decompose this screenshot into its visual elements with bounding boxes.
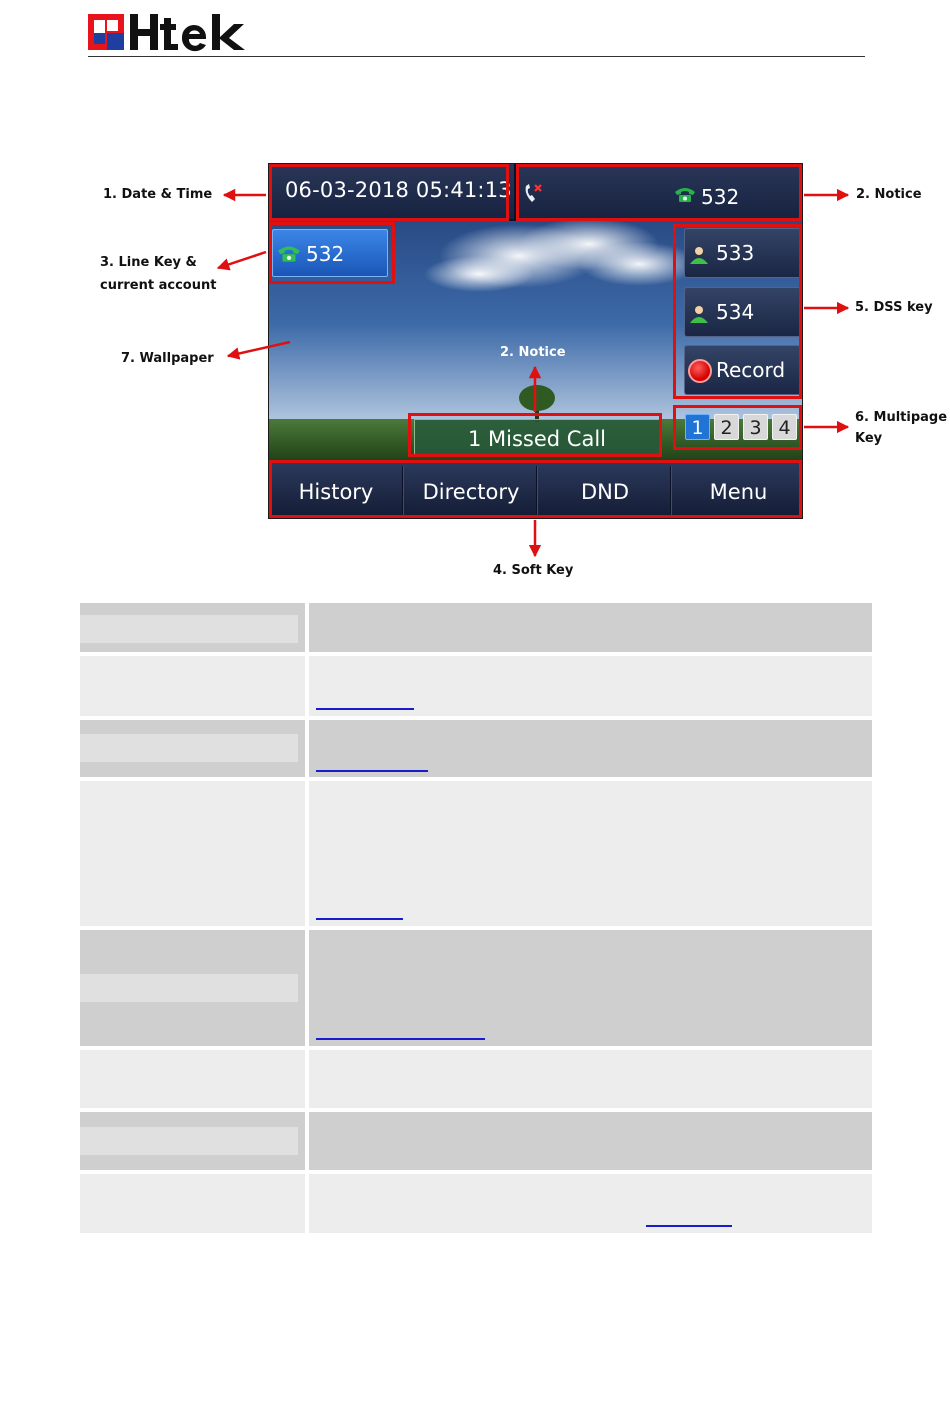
- table-row: [80, 720, 872, 777]
- table-link[interactable]: [316, 1038, 485, 1040]
- table-row: [80, 656, 872, 716]
- line-key-frame: [269, 222, 395, 284]
- header-rule: [88, 56, 865, 57]
- page-key-2[interactable]: 2: [714, 414, 739, 440]
- htek-logo: [88, 12, 258, 54]
- table-cell: [309, 656, 872, 716]
- table-row: [80, 1050, 872, 1108]
- dss-key-label: 533: [716, 241, 755, 265]
- table-cell: [80, 656, 305, 716]
- table-cell: [80, 603, 305, 652]
- label-multipage: 6. Multipage: [855, 410, 948, 425]
- table-cell: [309, 930, 872, 1046]
- status-account: 532: [701, 185, 740, 209]
- softkey-menu[interactable]: Menu: [709, 480, 768, 504]
- table-row: [80, 930, 872, 1046]
- label-line-key: 3. Line Key &: [100, 255, 197, 270]
- table-cell: [309, 1112, 872, 1170]
- table-cell: [309, 1050, 872, 1108]
- table-cell: [80, 1174, 305, 1233]
- table-row: [80, 1174, 872, 1233]
- table-cell: [80, 1112, 305, 1170]
- soft-key-frame: [269, 460, 802, 518]
- softkey-dnd[interactable]: DND: [580, 480, 630, 504]
- table-link[interactable]: [646, 1225, 732, 1227]
- dss-key-label: 534: [716, 300, 755, 324]
- table-cell: [309, 603, 872, 652]
- missed-call-frame: [408, 413, 662, 457]
- table-cell: [309, 720, 872, 777]
- label-date-time: 1. Date & Time: [103, 187, 213, 202]
- table-cell: [80, 1050, 305, 1108]
- line-key-label: 532: [306, 242, 345, 266]
- date-time-frame: [269, 164, 509, 221]
- dss-key-frame: [673, 224, 802, 399]
- table-row: [80, 1112, 872, 1170]
- cell-band: [80, 1127, 298, 1155]
- cell-band: [80, 734, 298, 762]
- label-multipage-key: Key: [855, 431, 883, 446]
- notice-frame: [516, 164, 802, 221]
- date-time: 06-03-2018 05:41:13: [285, 178, 512, 202]
- label-notice: 2. Notice: [856, 187, 922, 202]
- label-dss-key: 5. DSS key: [855, 300, 933, 315]
- cell-band: [80, 974, 298, 1002]
- table-link[interactable]: [316, 708, 414, 710]
- softkey-history[interactable]: History: [298, 480, 374, 504]
- label-current-account: current account: [100, 278, 217, 293]
- missed-call-notice[interactable]: 1 Missed Call: [414, 419, 660, 457]
- table-row: [80, 603, 872, 652]
- table-cell: [309, 1174, 872, 1233]
- table-row: [80, 781, 872, 926]
- table-cell: [80, 781, 305, 926]
- page-key-4[interactable]: 4: [772, 414, 797, 440]
- label-soft-key: 4. Soft Key: [493, 563, 574, 578]
- multipage-frame: [673, 405, 802, 450]
- table-link[interactable]: [316, 918, 403, 920]
- table-cell: [309, 781, 872, 926]
- label-notice-center: 2. Notice: [500, 345, 566, 360]
- cell-band: [80, 615, 298, 643]
- label-wallpaper: 7. Wallpaper: [121, 351, 214, 366]
- page-key-3[interactable]: 3: [743, 414, 768, 440]
- table-cell: [80, 720, 305, 777]
- table-link[interactable]: [316, 770, 428, 772]
- page-key-1[interactable]: 1: [685, 414, 710, 440]
- dss-key-label: Record: [716, 358, 786, 382]
- table-cell: [80, 930, 305, 1046]
- softkey-directory[interactable]: Directory: [422, 480, 520, 504]
